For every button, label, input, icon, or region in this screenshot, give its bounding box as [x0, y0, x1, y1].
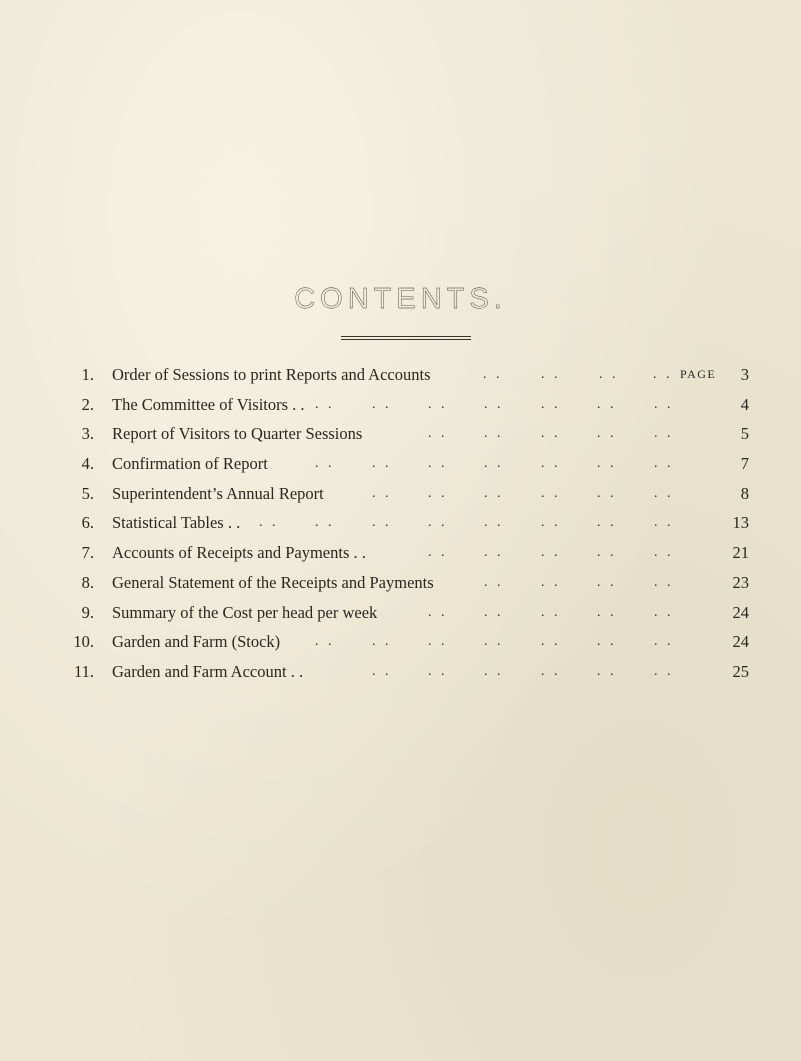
title-rule-bottom	[341, 339, 471, 340]
entry-number: 5.	[81, 483, 94, 503]
dot-leader: . .	[259, 515, 279, 531]
dot-leader: . .	[597, 634, 617, 650]
dot-leader: . .	[484, 574, 504, 590]
entry-title: Statistical Tables . .	[112, 513, 241, 533]
contents-entry	[0, 419, 801, 449]
dot-leader: . .	[315, 515, 335, 531]
dot-leader: . .	[654, 604, 674, 620]
dot-leader: . .	[483, 367, 503, 382]
dot-leader: . .	[541, 485, 561, 501]
entry-page: 7	[740, 454, 749, 474]
dot-leader: . .	[484, 396, 504, 412]
entry-title: Garden and Farm Account . .	[112, 661, 304, 681]
entry-page: 8	[740, 483, 749, 503]
entry-page: 5	[740, 424, 749, 444]
entry-title: The Committee of Visitors . .	[112, 394, 305, 414]
dot-leader: . .	[597, 663, 617, 679]
dot-leader: . .	[597, 426, 617, 442]
contents-entry	[0, 627, 801, 657]
entry-number: 11.	[73, 661, 94, 681]
entry-title: General Statement of the Receipts and Payments	[112, 572, 434, 592]
dot-leader: . .	[654, 545, 674, 561]
contents-entry	[0, 390, 801, 420]
entry-title: Superintendent’s Annual Report	[112, 483, 324, 503]
entry-number: 3.	[81, 424, 94, 444]
page-column-label: PAGE	[680, 367, 717, 381]
dot-leader: . .	[541, 396, 561, 412]
entry-page: 24	[732, 602, 749, 622]
dot-leader: . .	[428, 426, 448, 442]
dot-leader: . .	[372, 515, 392, 531]
dot-leader: . .	[597, 396, 617, 412]
contents-entry	[0, 508, 801, 538]
contents-entry	[0, 568, 801, 598]
title-rule-top	[341, 336, 471, 337]
page-title: CONTENTS.	[294, 283, 507, 315]
dot-leader: . .	[541, 545, 561, 561]
dot-leader: . .	[541, 367, 561, 382]
entry-number: 7.	[81, 543, 94, 563]
entry-page: 24	[732, 632, 749, 652]
entry-title: Confirmation of Report	[112, 454, 268, 474]
entry-page: 23	[732, 572, 749, 592]
dot-leader: . .	[541, 574, 561, 590]
contents-entry	[0, 479, 801, 509]
dot-leader: . .	[541, 456, 561, 472]
entry-page: 21	[732, 543, 749, 563]
dot-leader: . .	[541, 604, 561, 620]
dot-leader: . .	[654, 663, 674, 679]
dot-leader: . .	[541, 663, 561, 679]
dot-leader: . .	[372, 456, 392, 472]
dot-leader: . .	[484, 663, 504, 679]
dot-leader: . .	[654, 485, 674, 501]
dot-leader: . .	[484, 426, 504, 442]
entry-title: Order of Sessions to print Reports and Accounts	[112, 365, 431, 384]
entry-number: 4.	[81, 454, 94, 474]
dot-leader: . .	[428, 663, 448, 679]
dot-leader: . .	[315, 396, 335, 412]
dot-leader: . .	[541, 426, 561, 442]
entry-number: 2.	[81, 394, 94, 414]
entry-number: 8.	[81, 572, 94, 592]
contents-entry	[0, 657, 801, 687]
dot-leader: . .	[315, 456, 335, 472]
dot-leader: . .	[654, 396, 674, 412]
dot-leader: . .	[599, 367, 619, 382]
dot-leader: . .	[597, 574, 617, 590]
dot-leader: . .	[428, 485, 448, 501]
contents-list	[0, 360, 801, 687]
dot-leader: . .	[597, 545, 617, 561]
dot-leader: . .	[597, 604, 617, 620]
dot-leader: . .	[654, 515, 674, 531]
dot-leader: . .	[654, 426, 674, 442]
dot-leader: . .	[372, 485, 392, 501]
dot-leader: . .	[372, 663, 392, 679]
dot-leader: . .	[541, 634, 561, 650]
dot-leader: . .	[428, 396, 448, 412]
dot-leader: . .	[653, 367, 673, 382]
dot-leader: . .	[654, 456, 674, 472]
dot-leader: . .	[654, 574, 674, 590]
dot-leader: . .	[484, 545, 504, 561]
contents-entry	[0, 598, 801, 628]
dot-leader: . .	[484, 456, 504, 472]
dot-leader: . .	[597, 515, 617, 531]
dot-leader: . .	[484, 485, 504, 501]
dot-leader: . .	[484, 604, 504, 620]
dot-leader: . .	[428, 515, 448, 531]
dot-leader: . .	[654, 634, 674, 650]
entry-title: Garden and Farm (Stock)	[112, 632, 281, 652]
entry-page: 3	[740, 365, 749, 384]
entry-number: 10.	[73, 632, 94, 652]
dot-leader: . .	[315, 634, 335, 650]
dot-leader: . .	[484, 515, 504, 531]
contents-entry	[0, 538, 801, 568]
dot-leader: . .	[372, 634, 392, 650]
entry-number: 9.	[81, 602, 94, 622]
entry-page: 4	[740, 394, 749, 414]
dot-leader: . .	[484, 634, 504, 650]
dot-leader: . .	[428, 604, 448, 620]
entry-title: Report of Visitors to Quarter Sessions	[112, 424, 363, 444]
dot-leader: . .	[372, 396, 392, 412]
entry-number: 6.	[81, 513, 94, 533]
entry-title: Accounts of Receipts and Payments . .	[112, 543, 366, 563]
dot-leader: . .	[597, 456, 617, 472]
dot-leader: . .	[541, 515, 561, 531]
contents-entry	[0, 360, 801, 390]
dot-leader: . .	[428, 456, 448, 472]
dot-leader: . .	[428, 634, 448, 650]
dot-leader: . .	[597, 485, 617, 501]
dot-leader: . .	[428, 545, 448, 561]
contents-entry	[0, 449, 801, 479]
entry-number: 1.	[81, 365, 94, 384]
entry-page: 13	[732, 513, 749, 533]
bleed-through-shadow	[0, 70, 801, 181]
entry-title: Summary of the Cost per head per week	[112, 602, 378, 622]
entry-page: 25	[732, 661, 749, 681]
